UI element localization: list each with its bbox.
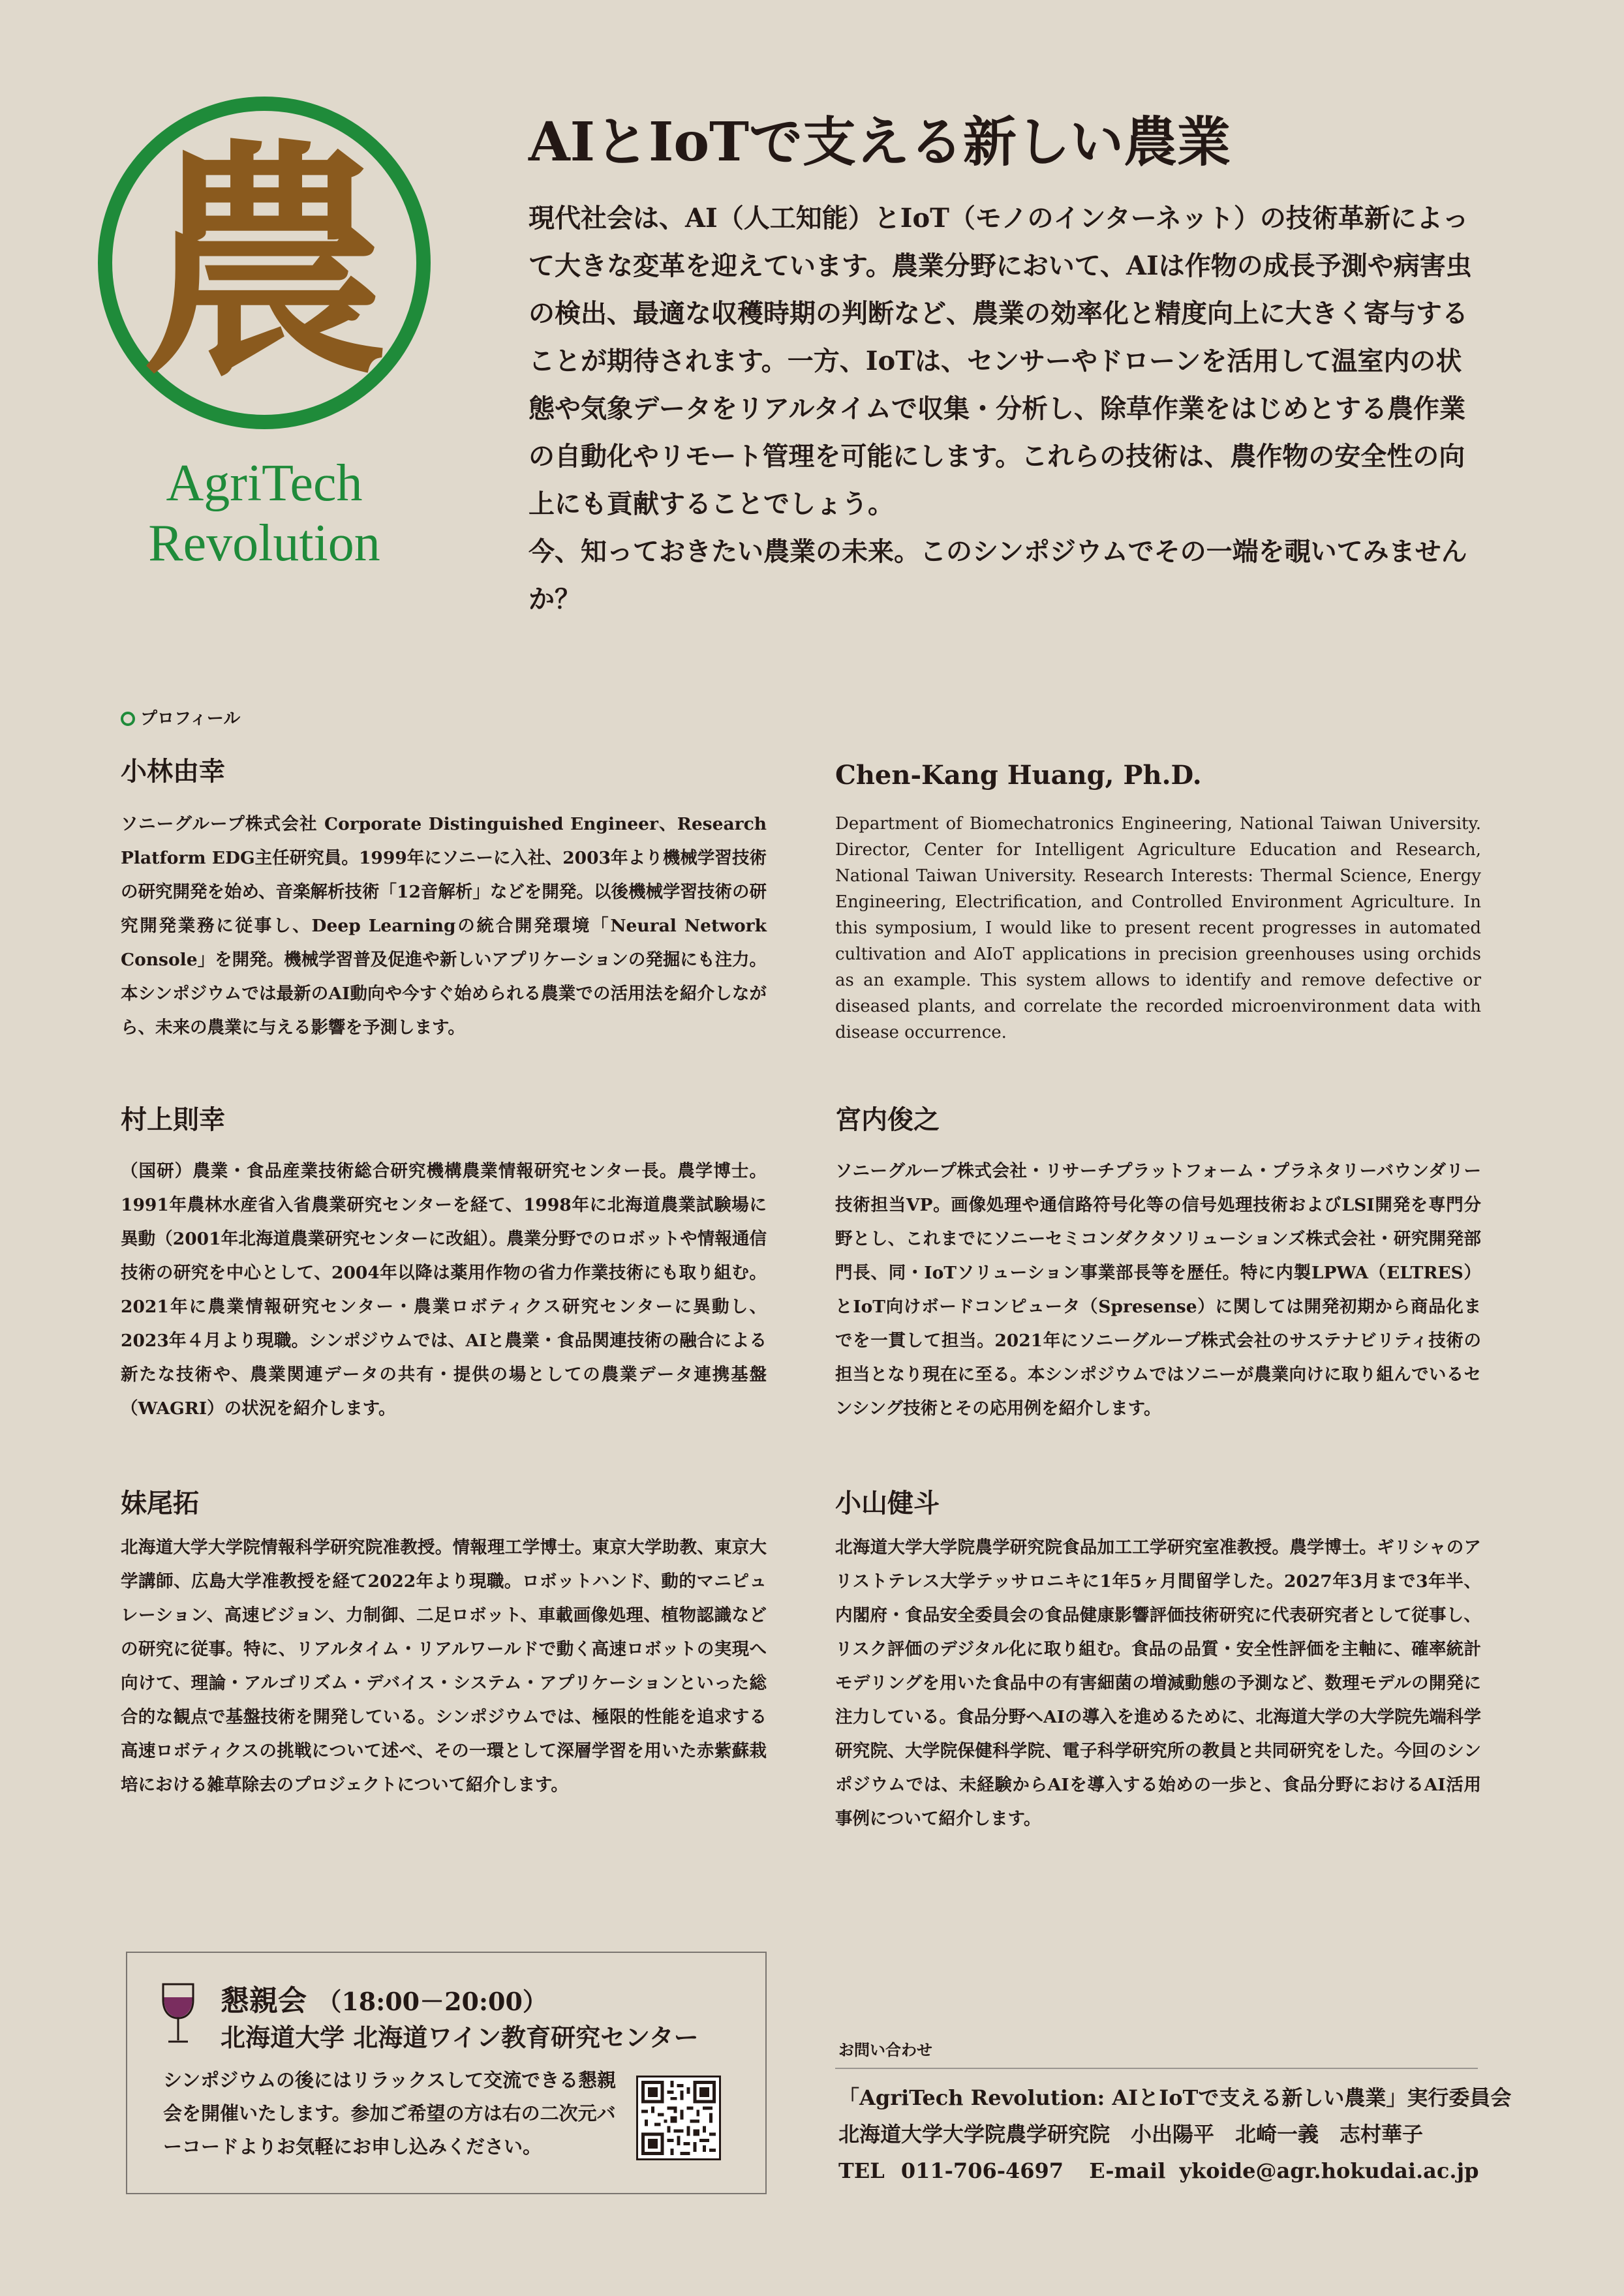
logo-line-1: AgriTech [166, 455, 363, 512]
email-label: E-mail [1089, 2158, 1166, 2183]
intro-closing: 今、知っておきたい農業の未来。このシンポジウムでその一端を覗いてみませんか？ [529, 536, 1467, 614]
qr-code-icon[interactable] [636, 2076, 721, 2160]
speaker-bio: ソニーグループ株式会社 Corporate Distinguished Engineer、Research Platform EDG主任研究員。1999年にソニーに入社、2003年より機械学習技術の研究開発を始め、音楽解析技術「12音解析」などを開発。以後機械学習技術の研究開発業務に従事し、Deep Learningの統合開発環境「Neural Network Console」を開発。機械学習普及促進や新しいアプリケーションの発掘にも注力。本シンポジウムでは最新のAI動向や今すぐ始められる農業での活用法を紹介しながら、未来の農業に与える影響を予測します。 [121, 814, 767, 1038]
contact-info [838, 2079, 1511, 2189]
intro-text [529, 194, 1488, 623]
speaker-bio: （国研）農業・食品産業技術総合研究機構農業情報研究センター長。農学博士。1991年農林水産省入省農業研究センターを経て、1998年に北海道農業試験場に異動（2001年北海道農業研究センターに改組）。農業分野でのロボットや情報通信技術の研究を中心として、2004年以降は薬用作物の省力作業技術にも取り組む。2021年に農業情報研究センター・農業ロボティクス研究センターに異動し、2023年４月より現職。シンポジウムでは、AIと農業・食品関連技術の融合による新たな技術や、農業関連データの共有・提供の場としての農業データ連携基盤（WAGRI）の状況を紹介します。 [121, 1161, 767, 1419]
wine-glass-icon [158, 1982, 198, 2047]
logo-kanji: 農 [140, 117, 388, 408]
phone-label: TEL [838, 2158, 885, 2183]
speaker-bio: 北海道大学大学院農学研究院食品加工工学研究室准教授。農学博士。ギリシャのアリストテレス大学テッサロニキに1年5ヶ月間留学した。2027年3月まで3年半、内閣府・食品安全委員会の食品健康影響評価技術研究に代表研究者として従事し、リスク評価のデジタル化に取り組む。食品の品質・安全性評価を主軸に、確率統計モデリングを用いた食品中の有害細菌の増減動態の予測など、数理モデルの開発に注力している。食品分野へAIの導入を進めるために、北海道大学の大学院先端科学研究院、大学院保健科学院、電子科学研究所の教員と共同研究をした。今回のシンポジウムでは、未経験からAIを導入する始めの一歩と、食品分野におけるAI活用事例について紹介します。 [835, 1537, 1481, 1829]
intro-paragraph: 現代社会は、AI（人工知能）とIoT（モノのインターネット）の技術革新によって大きな変革を迎えています。農業分野において、AIは作物の成長予測や病害虫の検出、最適な収穫時期の判断など、農業の効率化と精度向上に大きく寄与することが期待されます。一方、IoTは、センサーやドローンを活用して温室内の状態や気象データをリアルタイムで収集・分析し、除草作業をはじめとする農作業の自動化やリモート管理を可能にします。これらの技術は、農作物の安全性の向上にも貢献することでしょう。 [529, 203, 1472, 519]
speaker-name: 村上則幸 [121, 1104, 225, 1135]
reception-description: シンポジウムの後にはリラックスして交流できる懇親会を開催いたします。参加ご希望の方は右の二次元バーコードよりお気軽にお申し込みください。 [163, 2069, 617, 2158]
reception-name: 懇親会 [221, 1984, 307, 2017]
contact-label: お問い合わせ [838, 2040, 932, 2059]
speaker-bio: ソニーグループ株式会社・リサーチプラットフォーム・プラネタリーバウンダリー技術担当VP。画像処理や通信路符号化等の信号処理技術およびLSI開発を専門分野とし、これまでにソニーセミコンダクタソリューションズ株式会社・研究開発部門長、同・IoTソリューション事業部長等を歴任。特に内製LPWA（ELTRES）とIoT向けボードコンピュータ（Spresense）に関しては開発初期から商品化までを一貫して担当。2021年にソニーグループ株式会社のサステナビリティ技術の担当となり現在に至る。本シンポジウムではソニーが農業向けに取り組んでいるセンシング技術とその応用例を紹介します。 [835, 1161, 1481, 1419]
speaker-bio: Department of Biomechatronics Engineering, National Taiwan University. Director, Center for Intelligent Agriculture Education and Research, National Taiwan University. Research Interests: Thermal Science, Energy Engineering, Electrification, and Controlled Environment Agriculture. In this symposium, I would like to present recent progresses in automated cultivation and AIoT applications in precision greenhouses using orchids as an example. This system allows to identify and remove defective or diseased plants, and correlate the recorded microenvironment data with disease occurrence. [835, 814, 1481, 1042]
reception-time: （18:00－20:00） [316, 1987, 547, 2016]
reception-venue: 北海道大学 北海道ワイン教育研究センター [221, 2023, 699, 2052]
contact-divider [835, 2068, 1478, 2069]
speaker-name: Chen-Kang Huang, Ph.D. [835, 760, 1202, 791]
contact-committee: 「AgriTech Revolution: AIとIoTで支える新しい農業」実行委員会 [838, 2085, 1512, 2110]
logo-wordmark [78, 453, 450, 573]
logo-line-2: Revolution [148, 515, 380, 572]
phone-number[interactable]: 011-706-4697 [900, 2158, 1064, 2183]
reception-title [221, 1983, 547, 2020]
speaker-name: 小林由幸 [121, 756, 225, 787]
email-address[interactable]: ykoide@agr.hokudai.ac.jp [1179, 2158, 1479, 2183]
profile-heading-label: プロフィール [140, 709, 241, 729]
circle-bullet-icon [121, 712, 135, 726]
contact-line [838, 2152, 1511, 2189]
page-title: AIとIoTで支える新しい農業 [529, 111, 1231, 174]
contact-people: 北海道大学大学院農学研究院 小出陽平 北崎一義 志村華子 [838, 2122, 1424, 2147]
speaker-bio: 北海道大学大学院情報科学研究院准教授。情報理工学博士。東京大学助教、東京大学講師、広島大学准教授を経て2022年より現職。ロボットハンド、動的マニピュレーション、高速ビジョン、力制御、二足ロボット、車載画像処理、植物認識などの研究に従事。特に、リアルタイム・リアルワールドで動く高速ロボットの実現へ向けて、理論・アルゴリズム・デバイス・システム・アプリケーションといった総合的な観点で基盤技術を開発している。シンポジウムでは、極限的性能を追求する高速ロボティクスの挑戦について述べ、その一環として深層学習を用いた赤紫蘇栽培における雑草除去のプロジェクトについて紹介します。 [121, 1537, 767, 1795]
profile-heading [121, 708, 240, 730]
speaker-name: 宮内俊之 [835, 1104, 940, 1135]
speaker-name: 小山健斗 [835, 1488, 940, 1518]
speaker-name: 妹尾拓 [121, 1488, 199, 1518]
